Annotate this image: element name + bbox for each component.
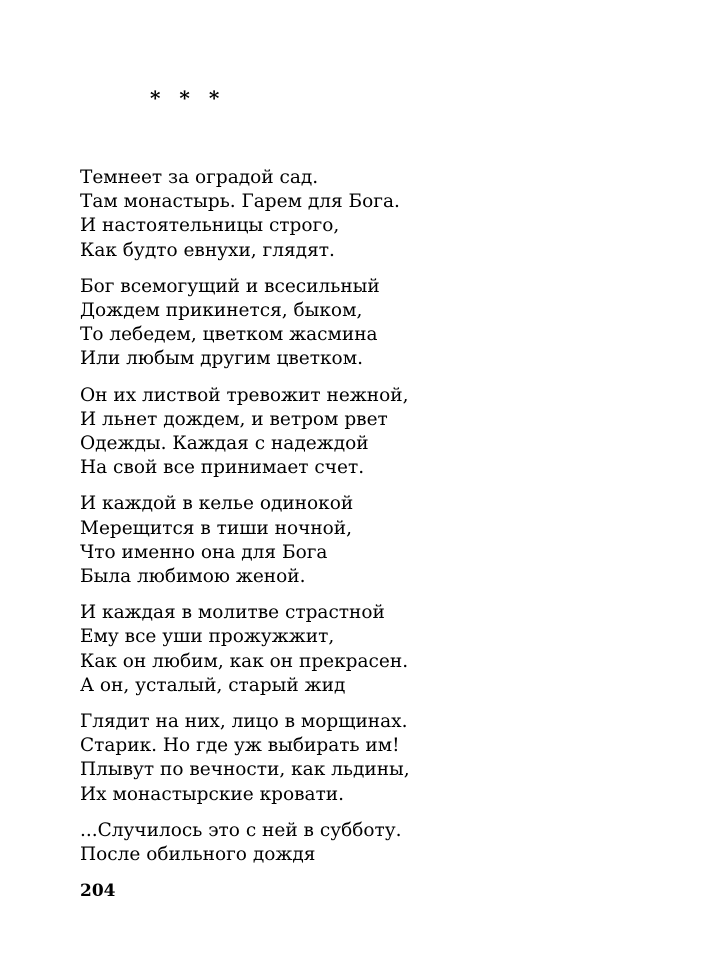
- stanza-7: [80, 819, 680, 867]
- poem-line: Плывут по вечности, как льдины,: [80, 759, 410, 781]
- poem-line: Их монастырские кровати.: [80, 783, 345, 805]
- poem-line: Темнеет за оградой сад.: [80, 167, 319, 188]
- poem-line: На свой все принимает счет.: [80, 457, 365, 479]
- poem-line: Глядит на них, лицо в морщинах.: [80, 711, 408, 733]
- poem-line: Он их листвой тревожит нежной,: [80, 384, 409, 406]
- poem-line: И настоятельницы строго,: [80, 215, 340, 237]
- poem-line: И каждая в молитве страстной: [80, 602, 385, 624]
- poem-line: Ему все уши прожужжит,: [80, 626, 335, 648]
- stanza-1: [80, 166, 680, 263]
- poem-line: И каждой в келье одинокой: [80, 493, 354, 515]
- stanza-3: [80, 384, 680, 481]
- poem-line: И льнет дождем, и ветром рвет: [80, 408, 388, 430]
- poem-line: Там монастырь. Гарем для Бога.: [80, 191, 400, 213]
- poem-line: Была любимою женой.: [80, 566, 306, 588]
- poem-line: То лебедем, цветком жасмина: [80, 324, 378, 346]
- poem-line: Мерещится в тиши ночной,: [80, 517, 353, 539]
- poem-line: Старик. Но где уж выбирать им!: [80, 735, 400, 757]
- stanza-5: [80, 601, 680, 698]
- poem-line: Бог всемогущий и всесильный: [80, 275, 380, 297]
- stanza-2: [80, 275, 680, 372]
- poem: [80, 166, 680, 879]
- poem-line: ...Случилось это с ней в субботу.: [80, 819, 402, 841]
- page-number: 204: [80, 881, 116, 901]
- poem-line: А он, усталый, старый жид: [80, 674, 346, 696]
- poem-line: Или любым другим цветком.: [80, 348, 363, 370]
- poem-line: Дождем прикинется, быком,: [80, 300, 363, 322]
- section-divider-stars: * * *: [150, 86, 226, 110]
- poem-line: Одежды. Каждая с надеждой: [80, 433, 369, 455]
- poem-line: Как он любим, как он прекрасен.: [80, 650, 409, 672]
- poem-line: Как будто евнухи, глядят.: [80, 239, 335, 261]
- stanza-4: [80, 492, 680, 589]
- poem-line: После обильного дождя: [80, 844, 316, 866]
- poem-line: Что именно она для Бога: [80, 541, 328, 563]
- stanza-6: [80, 710, 680, 807]
